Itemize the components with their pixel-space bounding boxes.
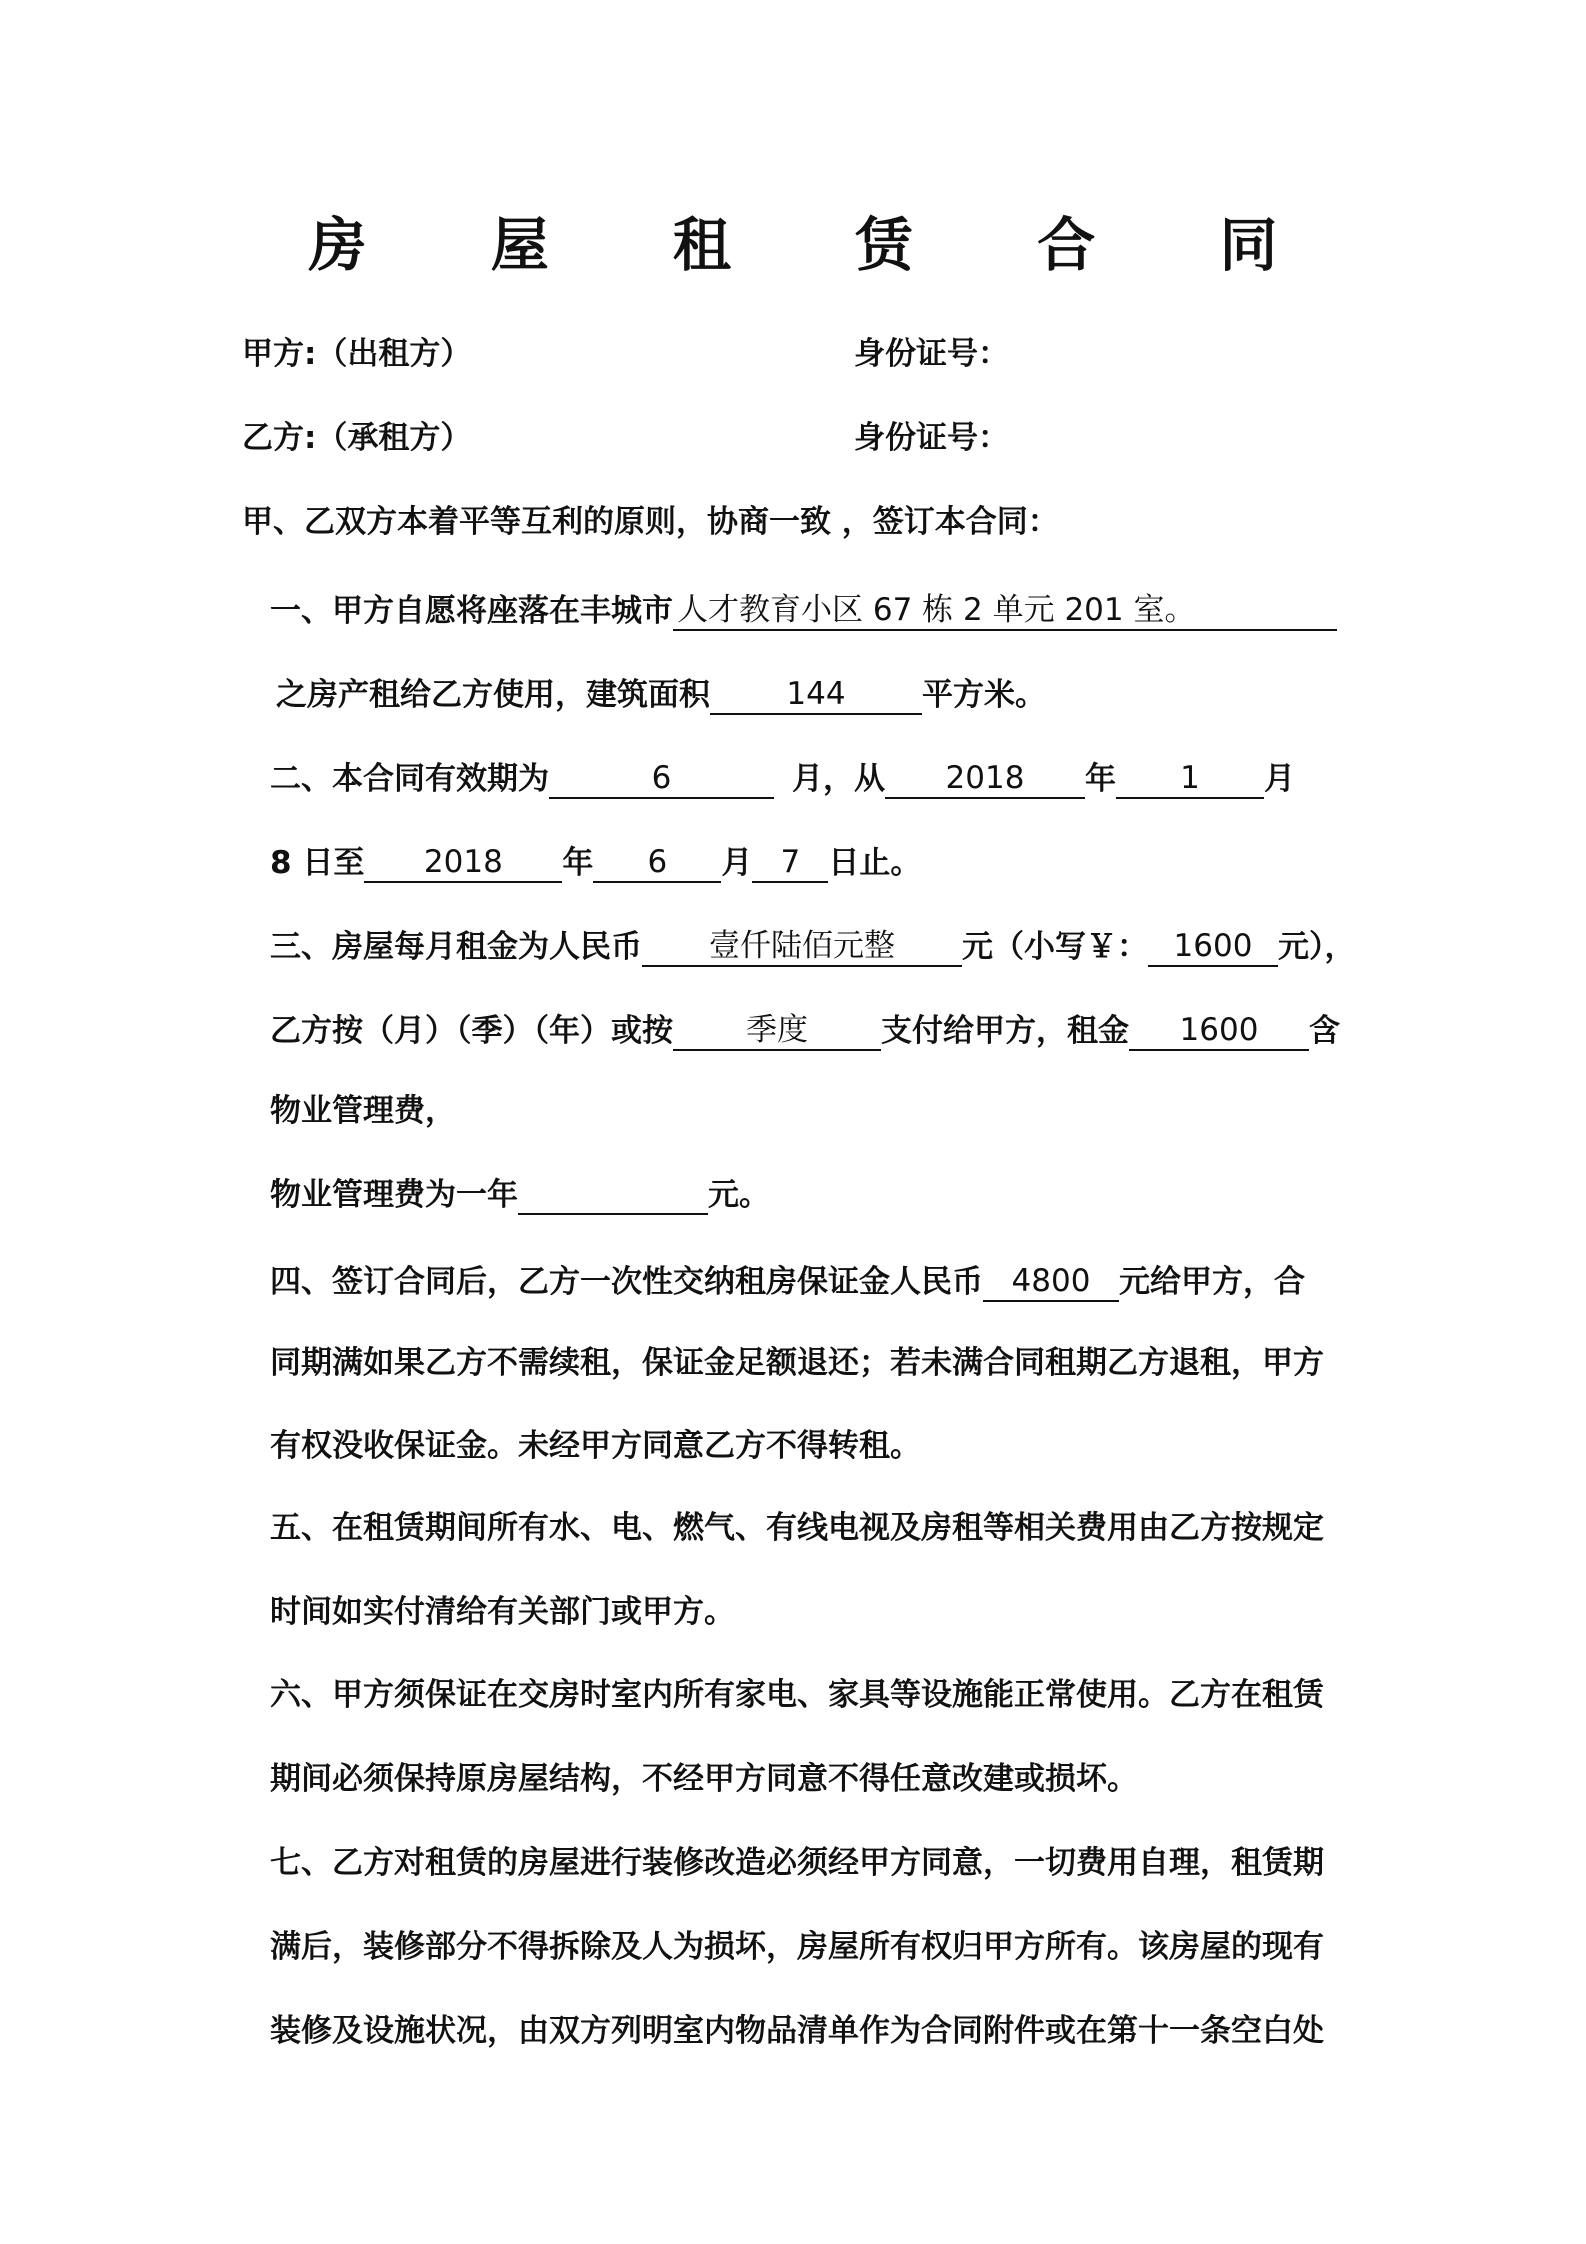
clause6-line1: 六、甲方须保证在交房时室内所有家电、家具等设施能正常使用。乙方在租赁 [270, 1677, 1324, 1713]
clause2-text1: 二、本合同有效期为 [270, 761, 549, 797]
clause2-text6: 年 [562, 845, 594, 881]
clause6-line2: 期间必须保持原房屋结构，不经甲方同意不得任意改建或损坏。 [270, 1761, 1138, 1797]
end-day-field: 7 [752, 843, 828, 883]
party-a-label: 甲方:（出租方） [242, 336, 472, 372]
clause3-line2 [270, 1011, 1340, 1051]
clause1-text1: 一、甲方自愿将座落在丰城市 [270, 593, 673, 629]
clause7-line3: 装修及设施状况，由双方列明室内物品清单作为合同附件或在第十一条空白处 [270, 2013, 1324, 2049]
address-field: 人才教育小区 67 栋 2 单元 201 室。 [673, 591, 1337, 631]
mgmt-fee-field [518, 1175, 708, 1215]
clause3-line4 [270, 1175, 770, 1215]
clause7-line1: 七、乙方对租赁的房屋进行装修改造必须经甲方同意，一切费用自理，租赁期 [270, 1845, 1324, 1881]
clause7-line2: 满后，装修部分不得拆除及人为损坏，房屋所有权归甲方所有。该房屋的现有 [270, 1929, 1324, 1965]
clause5-line2: 时间如实付清给有关部门或甲方。 [270, 1594, 735, 1630]
clause3-text9: 元。 [708, 1177, 770, 1213]
clause2-text8: 日止。 [828, 845, 922, 881]
clause2-line1 [270, 759, 1295, 799]
clause2-text3: 年 [1085, 761, 1116, 797]
deposit-field: 4800 [983, 1262, 1119, 1302]
clause3-text3: 元）， [1278, 929, 1356, 965]
rent-words-field: 壹仟陆佰元整 [642, 927, 962, 967]
clause2-text7: 月 [721, 845, 753, 881]
clause3-text8: 物业管理费为一年 [270, 1177, 518, 1213]
document-title: 房 屋 租 赁 合 同 [308, 211, 1330, 279]
term-months-field: 6 [549, 759, 774, 799]
clause4-line2: 同期满如果乙方不需续租，保证金足额退还；若未满合同租期乙方退租，甲方 [270, 1345, 1324, 1381]
clause1-line2 [276, 675, 1046, 715]
clause4-text1: 四、签订合同后，乙方一次性交纳租房保证金人民币 [270, 1264, 983, 1300]
area-field: 144 [710, 675, 922, 715]
clause4-line3: 有权没收保证金。未经甲方同意乙方不得转租。 [270, 1428, 921, 1464]
clause3-text1: 三、房屋每月租金为人民币 [270, 929, 642, 965]
preamble: 甲、乙双方本着平等互利的原则，协商一致 ，签订本合同： [242, 504, 1059, 540]
clause2-text2: 月，从 [792, 761, 885, 797]
clause4-line1 [270, 1262, 1305, 1302]
clause4-text2: 元给甲方，合 [1119, 1264, 1305, 1300]
rent-number-field: 1600 [1148, 927, 1278, 967]
party-b-id-label: 身份证号： [854, 420, 1009, 456]
clause2-text5: 8 日至 [270, 845, 365, 881]
start-year-field: 2018 [885, 759, 1085, 799]
clause5-line1: 五、在租赁期间所有水、电、燃气、有线电视及房租等相关费用由乙方按规定 [270, 1510, 1324, 1546]
rent-incl-field: 1600 [1129, 1011, 1309, 1051]
party-a-id-label: 身份证号： [854, 336, 1009, 372]
clause3-text5: 支付给甲方，租金 [881, 1013, 1129, 1049]
clause1-text2: 之房产租给乙方使用，建筑面积 [276, 677, 710, 713]
clause3-text6: 含 [1309, 1013, 1340, 1049]
clause3-text2: 元（小写￥： [962, 929, 1148, 965]
clause3-line1 [270, 927, 1356, 967]
party-b-label: 乙方:（承租方） [242, 420, 472, 456]
clause2-line2 [270, 843, 921, 883]
clause1-text3: 平方米。 [922, 677, 1046, 713]
clause1-line1 [270, 591, 1337, 631]
end-year-field: 2018 [364, 843, 562, 883]
clause3-line3: 物业管理费， [270, 1093, 456, 1129]
clause3-text4: 乙方按（月）（季）（年）或按 [270, 1013, 673, 1049]
start-month-field: 1 [1116, 759, 1264, 799]
pay-period-field: 季度 [673, 1011, 881, 1051]
clause2-text4: 月 [1264, 761, 1295, 797]
end-month-field: 6 [593, 843, 721, 883]
